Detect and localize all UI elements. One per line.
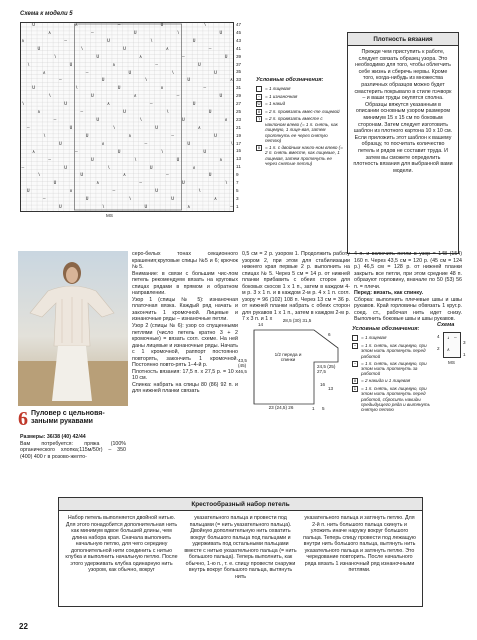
- chart-stitch: –: [203, 86, 207, 92]
- legend-2-text: = 1 лицевая: [361, 335, 387, 341]
- chart-row-number: 27: [236, 101, 242, 106]
- chart-stitch: U: [80, 173, 84, 179]
- chart-stitch: –: [80, 110, 84, 116]
- chart-stitch: ∖: [53, 54, 57, 60]
- legend-2-text: = 1 п. снять, как лицевую, при этом нить протянуть за работой: [361, 360, 427, 377]
- small-chart-ms: MS: [448, 360, 455, 365]
- chart-stitch: U: [85, 197, 89, 203]
- chart-stitch: U: [219, 30, 223, 36]
- model-materials: Вам потребуется: пряжа (100% органического хлопка;115м/50г) – 350 (400) 400 г в розово-желто-: [20, 440, 126, 460]
- chart-stitch: –: [112, 189, 116, 195]
- stitch-symbol-icon: [352, 335, 358, 341]
- small-row: 1: [463, 352, 466, 357]
- chart-stitch: U: [187, 78, 191, 84]
- crossing-col-3: указательного пальца и затянуть петлю. Для 2-й п. нить большого пальца скинуть и уложить иначе наружу вокруг большого пальца. Теперь спицу провести под лежащую внутри нить большого пальца, вытянуть нить указательного пальца и затянуть петлю. Это чередование повторить. После начального ряда вязать 1 изнаночный ряд изнаночными петлями.: [303, 515, 416, 574]
- chart-stitch: U: [53, 181, 57, 187]
- chart-stitch: U: [214, 133, 217, 139]
- chart-stitch: U: [91, 157, 94, 163]
- chart-stitch: ∖: [133, 157, 137, 163]
- legend-item: [256, 145, 344, 167]
- chart-stitch: U: [182, 118, 185, 123]
- chart-stitch: –: [139, 181, 142, 187]
- stitch-symbol-icon: ∧: [353, 379, 357, 385]
- chart-stitch: ∖: [21, 102, 25, 108]
- chart-row-number: 17: [236, 140, 242, 146]
- chart-stitch: –: [42, 197, 46, 203]
- col1-paragraph: Плотность вязания: 17,5 п. х 27,5 р. = 10 х 10 см.: [132, 368, 238, 382]
- chart-stitch: ∖: [101, 205, 105, 211]
- density-title: Плотность вязания: [373, 35, 433, 43]
- chart-stitch: –: [48, 157, 51, 163]
- chart-stitch: –: [144, 141, 148, 147]
- chart-stitch: ∖: [42, 133, 46, 139]
- chart-stitch: U: [85, 133, 89, 139]
- chart-stitch: ∧: [128, 133, 132, 139]
- chart-stitch: U: [69, 62, 73, 68]
- chart-row-number: 1: [236, 203, 239, 209]
- chart-row-number: 13: [236, 156, 242, 162]
- chart-stitch: –: [176, 94, 180, 100]
- schematic-label: 14: [258, 322, 264, 327]
- chart-stitch: ∧: [107, 102, 110, 108]
- chart-stitch: ∖: [80, 46, 84, 52]
- chart-stitch: ∖: [203, 23, 207, 28]
- chart-stitch: ∖: [144, 78, 148, 84]
- model-number: 6: [18, 408, 28, 430]
- small-row: 4: [437, 334, 440, 339]
- model-column-2: 0,5 см = 2 р. узором 1. Продолжить работу узором 2, при этом для стабилизации нижнего края первые 2 р. выполнить на спицах № 5. Через 5 см = 14 р. от нижней планки прибавить с обеих сторон для боковых скосов 1 х 1 п., затем в каждом 4-м р. 3 х 1 п. и в каждом 2-м р. 4 х 1 п. согл. узору = 96 (102) 108 п. Через 13 см = 36 р. от нижней планки набрать с обеих сторон для рукавов 1 х 1 п., затем в каждом 2-м р. 7 х 3 п. и 1 х: [242, 251, 350, 323]
- chart-row-number: 3: [236, 195, 239, 201]
- front-text: Перед: вязать, как спинку.: [354, 290, 424, 297]
- chart-stitch: U: [133, 30, 137, 36]
- chart-stitch: –: [165, 173, 169, 179]
- chart-stitch: U: [117, 86, 121, 92]
- model-column-1: [132, 251, 238, 395]
- chart-stitch: U: [182, 181, 185, 187]
- chart-stitch: U: [224, 54, 228, 60]
- chart-row-number: 29: [236, 93, 242, 99]
- crossing-title: Крестообразный набор петель: [191, 500, 290, 508]
- legend-item: [256, 94, 344, 100]
- crossing-col-2: указательного пальца и провести под пальцами (= нить указательного пальца). Двойную дополнительную нить охватить вокруг большого пальца под пальцами и удерживать под остальными пальцами вместе с нитью указательного пальца (= нить большого пальца). Теперь выполнить, как обычно, 1-ю п., т. е. спицу провести снаружи внутрь вокруг большого пальца, вытянуть нить: [184, 515, 297, 580]
- col1-paragraph: Внимание: в связи с большим чис-лом петель рекомендуем вязать на круговых спицах рядами в прямом и обратном направлении.: [132, 270, 238, 297]
- col1-paragraph: серо-белых тонах секционного крашения;круговые спицы №5 и 6; крючок № 5.: [132, 251, 238, 271]
- chart-stitch: U: [187, 141, 191, 147]
- model-sizes: Размеры: 36/38 (40) 42/44: [20, 434, 86, 440]
- schematic-label: 1: [312, 406, 315, 411]
- chart-row-number: 45: [236, 29, 242, 35]
- legend-2: [352, 326, 434, 414]
- chart-stitch: U: [117, 149, 121, 155]
- chart-stitch: ∧: [69, 189, 73, 195]
- chart-stitch: U: [58, 205, 62, 211]
- chart-stitch: –: [182, 54, 185, 60]
- chart-stitch: U: [58, 141, 62, 147]
- stitch-symbol-icon: [256, 86, 262, 92]
- chart-stitch: –: [149, 102, 153, 108]
- legend-2-item: [352, 361, 434, 377]
- chart-stitch: ∖: [107, 165, 110, 171]
- model-intro: [20, 434, 126, 460]
- chart-row-number: 43: [236, 37, 242, 43]
- chart-stitch: U: [96, 54, 100, 60]
- model-column-3: [354, 251, 462, 323]
- chart-stitch: ∧: [42, 70, 46, 76]
- chart-stitch: ∖: [171, 70, 175, 76]
- chart-stitch: ∧: [133, 94, 137, 100]
- schematic-label: 5: [322, 406, 325, 411]
- legend-item: [256, 116, 344, 143]
- col3-text: 4 п. и включить петли в узор = 148 (154) 160 п. Через 43,5 см = 120 р. (45 см = 124 р.) 46,5 см = 128 р. от нижней планки закрыть все петли, при этом средние 48 п. образуют горловину, вначале по 50 (53) 56 п. = плечи.: [354, 251, 462, 290]
- chart-stitch: ∖: [37, 173, 41, 179]
- chart-row-number: 37: [236, 61, 242, 67]
- chart-stitch: U: [96, 118, 100, 123]
- chart-stitch: ∧: [101, 141, 105, 147]
- chart-stitch: ∧: [37, 110, 41, 116]
- schematic-label: 28,5 (30) 31,5: [282, 318, 312, 323]
- schematic-label: 24,5 (25) 27,5: [317, 364, 336, 375]
- chart-stitch: ∖: [75, 86, 78, 92]
- legend-title: Условные обозначения:: [256, 77, 324, 83]
- schematic-label: 6: [328, 332, 331, 337]
- chart-stitch: ∖: [139, 118, 143, 123]
- chart-stitch: U: [32, 86, 35, 92]
- model-photo: [18, 251, 128, 406]
- chart-stitch: ∧: [112, 62, 116, 68]
- legend-text: = 1 п. с двойным накло-ном влево (= 2 п. снять вместе, как лицевые, 1 лицевая, затем протянуть ее через снятые петли): [265, 144, 343, 167]
- chart-title: Схема к модели 5: [20, 11, 73, 17]
- schematic-label: 1/2 переда и спинки: [274, 352, 302, 363]
- legend-2-text: = 1 п. снять, как лицевую, при этом нить протянуть перед работой: [361, 342, 427, 359]
- legend-item: [256, 109, 344, 115]
- col1-paragraph: Спинка: набрать на спицы 80 (86) 92 п. и для нижней планки связать: [132, 381, 238, 395]
- chart-stitch: ∖: [160, 149, 164, 155]
- chart-row-number: 41: [236, 45, 242, 51]
- legend-2-item: [352, 378, 434, 384]
- chart-row-number: 31: [236, 85, 242, 91]
- legend-text: = 1 изнаночная: [265, 93, 298, 99]
- chart-stitch: U: [101, 78, 105, 84]
- chart-stitch: ∖: [112, 125, 116, 131]
- chart-row-number: 9: [236, 172, 239, 178]
- chart-stitch: U: [192, 102, 196, 108]
- chart-stitch: U: [32, 23, 35, 28]
- chart-stitch: U: [128, 70, 132, 76]
- schematic-label: 43,5 (45) 46,5: [238, 358, 247, 374]
- chart-row-number: 15: [236, 148, 242, 154]
- chart-stitch: ∖: [48, 94, 52, 100]
- chart-stitch: –: [171, 133, 175, 139]
- chart-stitch: U: [37, 46, 41, 52]
- legend-2-item: [352, 386, 434, 413]
- density-text: Прежде чем приступить к работе, следует связать образец узора. Это необходимо для того, чтобы облегчить себе жизнь и сберечь нервы. Кроме того, когда-нибудь из множества различных образцов можно будет смастерить покрывало в стиле пэчворк – и ваши труды окупятся сполна. Образцы вяжутся указанным в описании основным узором размером минимум 15 х 15 см по боковым сторонам. Затем следует изготовить шаблон из плотного картона 10 х 10 см. Если приложить этот шаблон к вашему образцу, то посчитать количество петель и рядов не составит труда. И затем вы сможете определить плотность вязания для выбранной вами модели.: [353, 49, 453, 174]
- stitch-symbol-icon: –: [353, 361, 357, 367]
- chart-stitch: –: [75, 149, 78, 155]
- chart-stitch: U: [155, 189, 158, 195]
- legend-item: [256, 86, 344, 92]
- chart-stitch: U: [208, 173, 212, 179]
- chart-stitch: U: [107, 38, 110, 44]
- chart-stitch: –: [117, 23, 121, 28]
- chart-stitch: ∧: [219, 157, 223, 163]
- chart-legend: [256, 77, 344, 168]
- legend-text: = 1 лицевая: [265, 86, 291, 92]
- assembly-text: Сборка: выполнить плечевые швы и швы рукавов. Край горловины обвязать 1 круг.р. соед. ст., рабочая нить идет снизу. Выполнить боковые швы и швы рукавов.: [354, 296, 462, 323]
- chart-ms-label: MS: [106, 213, 113, 218]
- chart-stitch: ∧: [32, 149, 35, 155]
- chart-stitch: U: [69, 125, 73, 131]
- chart-row-numbers: [236, 20, 250, 212]
- chart-stitch: –: [91, 30, 94, 36]
- model-heading: [18, 408, 128, 430]
- density-box: [347, 32, 459, 254]
- chart-stitch: ∧: [214, 197, 217, 203]
- chart-stitch: ∖: [224, 181, 228, 187]
- chart-row-number: 5: [236, 187, 239, 193]
- schematic-label: 16: [320, 382, 326, 387]
- chart-stitch: ∧: [21, 38, 25, 44]
- knitting-chart: [20, 22, 234, 212]
- col1-paragraph: Узор 2 (спицы № 6): узор со спущенными петлями (число петель кратно 3 + 2 кромочные) = вязать согл. схеме. На ней даны лицевые и изнаночные ряды. Начать с 1 кромочной, раппорт постоянно повторять, закончить 1 кромочной. Постоянно повто-рять 1–4-й р.: [132, 323, 238, 369]
- legend-2-item: [352, 335, 434, 341]
- chart-row-number: 7: [236, 180, 239, 185]
- legend-text: = 1 накид: [265, 101, 286, 107]
- chart-row-number: 23: [236, 116, 242, 122]
- chart-stitch: ∧: [187, 205, 191, 211]
- chart-stitch: U: [203, 149, 207, 155]
- stitch-symbol-icon: ↓: [353, 386, 357, 392]
- chart-stitch: U: [171, 197, 175, 203]
- chart-stitch: ∧: [165, 46, 169, 52]
- chart-stitch: ∖: [149, 38, 153, 44]
- crossing-col-1: Набор петель выполняется двойной нитью. Для этого понадобится дополнительная нить как минимум вдвое большей длины, чем длина набора края. Сначала выполнить начальную петлю, для чего середину дополнительной нити соединить с нитью клубка и выполнить начальную петлю. После этого удерживать клубка одинарную нить узором, как обычно, вокруг: [65, 515, 178, 574]
- legend-text: = 2 п. провязать вместе с наклоном влево (= 1 п. снять, как лицевую, 1 лице-вая, затем протянуть ее через снятую петлю): [265, 116, 338, 143]
- schematic-label: 23 (24,5) 26: [268, 405, 294, 410]
- chart-row-number: 11: [236, 164, 241, 170]
- small-chart: [437, 322, 467, 382]
- chart-stitch: U: [214, 70, 217, 76]
- chart-stitch: –: [64, 38, 68, 44]
- chart-stitch: U: [64, 165, 68, 171]
- chart-stitch: U: [160, 23, 164, 28]
- chart-stitch: U: [64, 102, 68, 108]
- chart-stitch: –: [21, 165, 25, 171]
- chart-row-number: 25: [236, 108, 242, 114]
- chart-stitch: U: [192, 38, 196, 44]
- chart-stitch: U: [123, 46, 126, 52]
- chart-stitch: U: [91, 94, 94, 100]
- chart-stitch: –: [58, 78, 62, 84]
- model-title: Пуловер с цельновя-заными рукавами: [31, 410, 105, 426]
- chart-stitch: ∧: [160, 86, 164, 92]
- legend-2-text: = 2 накида и 1 лицевая: [361, 378, 411, 384]
- chart-stitch: ∧: [139, 54, 142, 60]
- stitch-symbol-icon: –: [353, 343, 357, 349]
- schematic-label: 13: [328, 386, 334, 391]
- chart-stitch: –: [208, 46, 212, 52]
- page-number: 22: [19, 622, 28, 631]
- chart-stitch: ∧: [123, 173, 126, 179]
- small-row: 2: [437, 346, 440, 351]
- chart-stitch: U: [26, 189, 30, 195]
- crossing-box: [58, 497, 423, 607]
- col1-paragraph: Узор 1 (спицы № 5): изнаночная платочная вязка. Каждый ряд начать и закончить 1 кромочной. Лицевые и изнаночные ряды – изнаночные петли.: [132, 296, 238, 323]
- chart-stitch: ∖: [176, 30, 180, 36]
- legend-2-item: [352, 343, 434, 359]
- stitch-symbol-icon: ∖: [257, 117, 261, 123]
- chart-stitch: ∖: [165, 110, 169, 116]
- chart-stitch: U: [149, 165, 153, 171]
- chart-row-number: 39: [236, 53, 242, 59]
- chart-stitch: ∖: [198, 189, 201, 195]
- chart-stitch: U: [144, 205, 148, 211]
- chart-stitch: ∧: [75, 23, 78, 28]
- chart-stitch: U: [155, 125, 158, 131]
- small-chart-title: Схема: [437, 322, 455, 328]
- chart-row-number: 33: [236, 77, 242, 83]
- stitch-symbol-icon: U: [257, 102, 261, 108]
- chart-stitch: ∧: [192, 165, 196, 171]
- chart-stitch: U: [123, 110, 126, 116]
- chart-row-number: 47: [236, 22, 242, 27]
- chart-stitch: U: [198, 62, 201, 68]
- small-row: 3: [463, 340, 466, 345]
- stitch-symbol-icon: –: [257, 94, 261, 100]
- legend-text: = 2 п. провязать вмес-те лицевой: [265, 108, 340, 114]
- chart-stitch: ∖: [26, 62, 30, 68]
- chart-stitch: ∧: [230, 78, 233, 84]
- chart-row-number: 19: [236, 132, 242, 138]
- chart-row-number: 35: [236, 69, 242, 75]
- small-chart-grid: ↓ – ∧: [443, 332, 461, 358]
- legend-item: [256, 101, 344, 107]
- legend-2-text: = 1 п. снять, как лицевую, при этом нить протянуть перед работой, сбросить накиды предыдущего ряда и вытянуть снятую петлю: [361, 385, 431, 413]
- legend-2-title: Условные обозначения:: [352, 326, 420, 332]
- chart-stitch: –: [230, 205, 233, 211]
- garment-schematic: [238, 318, 346, 414]
- chart-stitch: ∧: [96, 181, 100, 187]
- chart-stitch: U: [219, 94, 223, 100]
- stitch-symbol-icon: ∧: [257, 145, 261, 151]
- chart-row-number: 21: [236, 124, 242, 130]
- chart-stitch: –: [26, 125, 30, 131]
- chart-stitch: ∧: [224, 118, 228, 123]
- chart-stitch: ∧: [198, 125, 201, 131]
- chart-stitch: ∖: [128, 197, 132, 203]
- chart-stitch: –: [85, 70, 89, 76]
- chart-stitch: U: [208, 110, 212, 116]
- chart-stitch: –: [53, 118, 57, 123]
- stitch-symbol-icon: ∧: [257, 109, 261, 115]
- chart-stitch: –: [155, 62, 158, 68]
- chart-stitch: U: [176, 157, 180, 163]
- chart-stitch: ∖: [230, 141, 234, 147]
- chart-stitch: ∧: [48, 30, 51, 36]
